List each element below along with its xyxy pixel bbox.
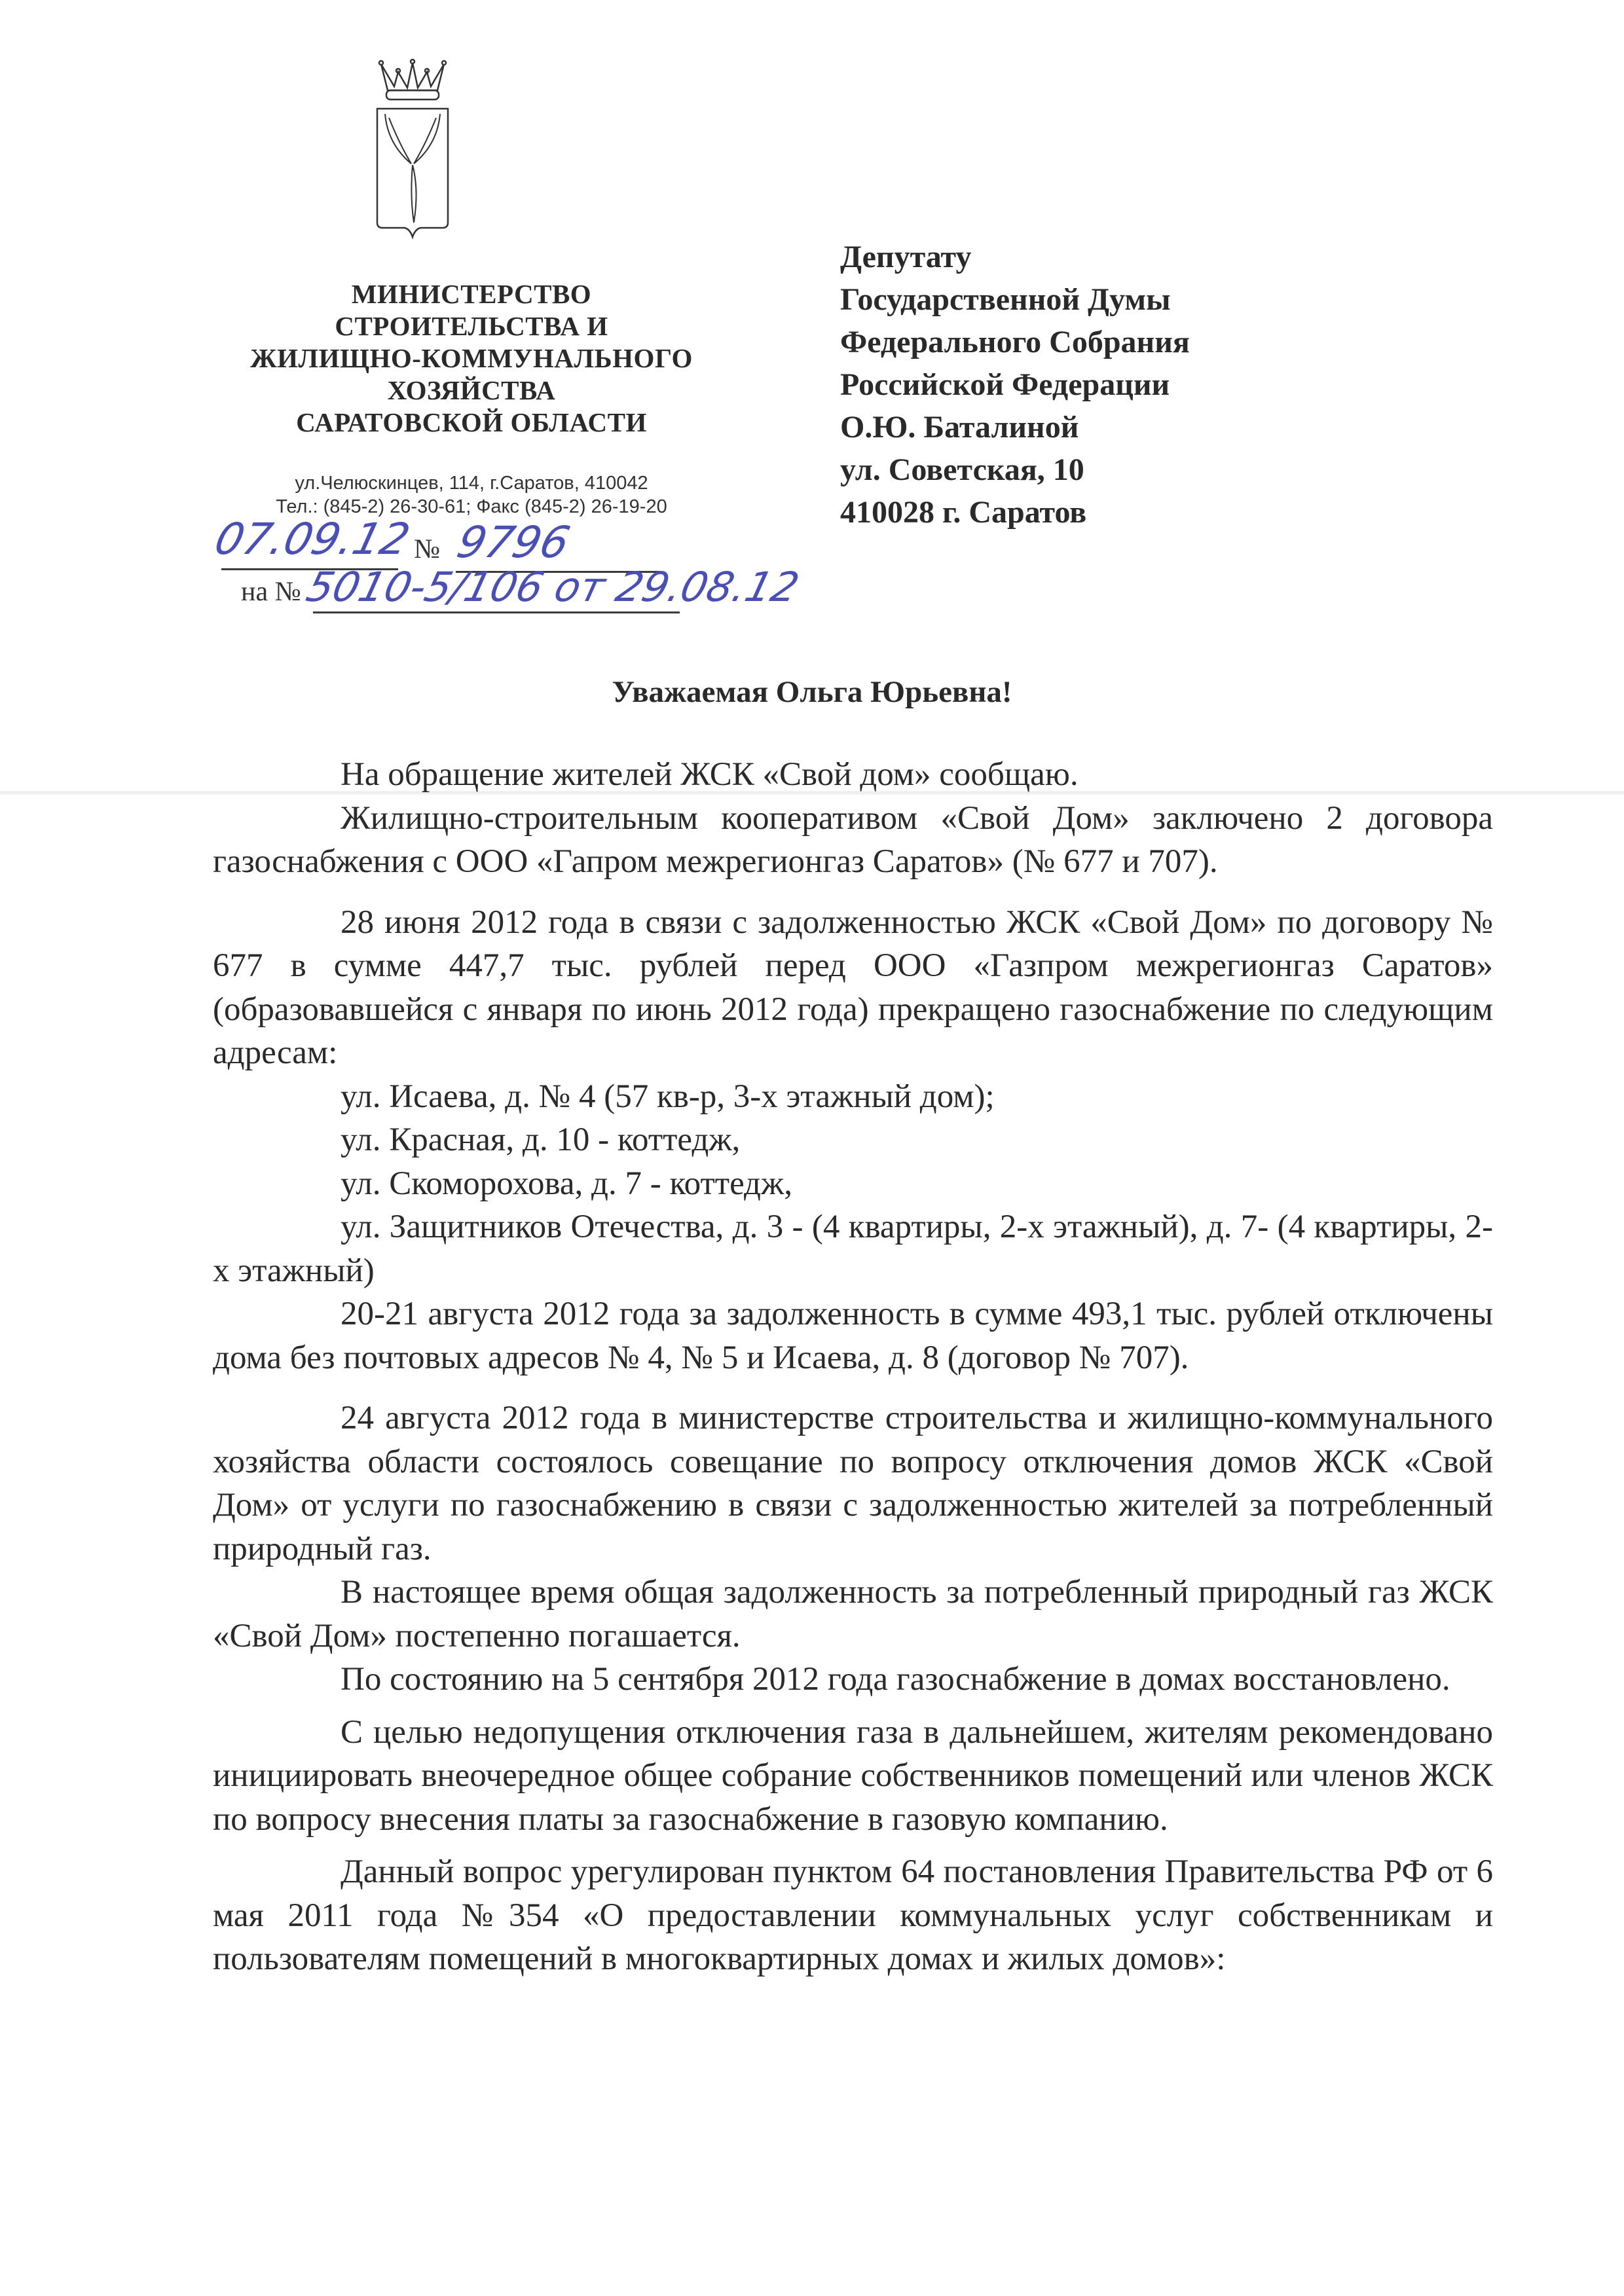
ministry-name-line: МИНИСТЕРСТВО — [351, 279, 592, 309]
ministry-contacts — [216, 471, 727, 519]
reply-reference: 5010-5/106 от 29.08.12 — [301, 563, 804, 611]
body-paragraph: 20-21 августа 2012 года за задолженность в сумме 493,1 тыс. рублей отключены дома без почтовых адресов № 4, № 5 и Исаева, д. 8 (договор № 707). — [213, 1296, 1493, 1376]
addressee-line: Государственной Думы — [840, 282, 1171, 317]
address-list-item: ул. Скоморохова, д. 7 - коттедж, — [341, 1165, 792, 1202]
address-list-item: ул. Исаева, д. № 4 (57 кв-р, 3-х этажный дом); — [341, 1078, 995, 1115]
coat-of-arms-emblem — [314, 46, 511, 242]
letter-body — [213, 753, 1493, 1981]
address-list-item: ул. Защитников Отечества, д. 3 - (4 квартиры, 2-х этажный), д. 7- (4 квартиры, 2-х этажный) — [213, 1209, 1493, 1289]
ministry-name-line: ХОЗЯЙСТВА — [387, 375, 556, 405]
salutation: Уважаемая Ольга Юрьевна! — [612, 675, 1012, 709]
addressee-line: Депутату — [840, 240, 972, 274]
ministry-address: ул.Челюскинцев, 114, г.Саратов, 410042 — [295, 473, 648, 494]
addressee-line: Федерального Собрания — [840, 325, 1190, 359]
body-paragraph: Жилищно-строительным кооперативом «Свой Дом» заключено 2 договора газоснабжения с ООО «Гапром межрегионгаз Саратов» (№ 677 и 707). — [213, 799, 1493, 880]
ministry-name-line: САРАТОВСКОЙ ОБЛАСТИ — [296, 407, 647, 437]
body-paragraph: Данный вопрос урегулирован пунктом 64 постановления Правительства РФ от 6 мая 2011 года №354 «О предоставлении коммунальных услуг собственникам и пользователям помещений в многоквартирных домах и жилых домов»: — [213, 1853, 1493, 1977]
body-paragraph: 28 июня 2012 года в связи с задолженностью ЖСК «Свой Дом» по договору № 677 в сумме 447,7 тыс. рублей перед ООО «Газпром межрегионгаз Саратов» (образовавшейся с января по июнь 2012 года) прекращено газоснабжение по следующим адресам: — [213, 903, 1493, 1071]
sterlets-icon — [385, 114, 440, 223]
addressee-line: Российской Федерации — [840, 367, 1170, 402]
ministry-phones: Тел.: (845-2) 26-30-61; Факс (845-2) 26-19-20 — [276, 496, 667, 517]
crown-icon — [379, 60, 446, 100]
reply-underline — [313, 611, 680, 613]
body-paragraph: По состоянию на 5 сентября 2012 года газоснабжение в домах восстановлено. — [341, 1661, 1450, 1698]
outgoing-number: 9796 — [452, 517, 575, 568]
body-paragraph: На обращение жителей ЖСК «Свой дом» сообщаю. — [341, 756, 1079, 793]
ministry-name-line: СТРОИТЕЛЬСТВА И — [335, 311, 608, 341]
body-paragraph: 24 августа 2012 года в министерстве строительства и жилищно-коммунального хозяйства области состоялось совещание по вопросу отключения домов ЖСК «Свой Дом» от услуги по газоснабжению в связи с задолженностью жителей за потребленный природный газ. — [213, 1400, 1493, 1567]
address-list-item: ул. Красная, д. 10 - коттедж, — [341, 1121, 741, 1158]
ministry-name-line: ЖИЛИЩНО-КОММУНАЛЬНОГО — [250, 343, 693, 373]
number-label: № — [414, 534, 441, 564]
ministry-name — [223, 278, 720, 439]
reply-label: на № — [241, 577, 301, 607]
outgoing-date: 07.09.12 — [210, 514, 415, 564]
addressee-city: 410028 г. Саратов — [840, 495, 1087, 530]
body-paragraph: В настоящее время общая задолженность за потребленный природный газ ЖСК «Свой Дом» постепенно погашается. — [213, 1574, 1493, 1654]
body-paragraph: С целью недопущения отключения газа в дальнейшем, жителям рекомендовано инициировать внеочередное общее собрание собственников помещений или членов ЖСК по вопросу внесения платы за газоснабжение в газовую компанию. — [213, 1713, 1493, 1838]
addressee-block — [840, 236, 1190, 534]
addressee-name: О.Ю. Баталиной — [840, 410, 1079, 445]
addressee-street: ул. Советская, 10 — [840, 452, 1084, 487]
